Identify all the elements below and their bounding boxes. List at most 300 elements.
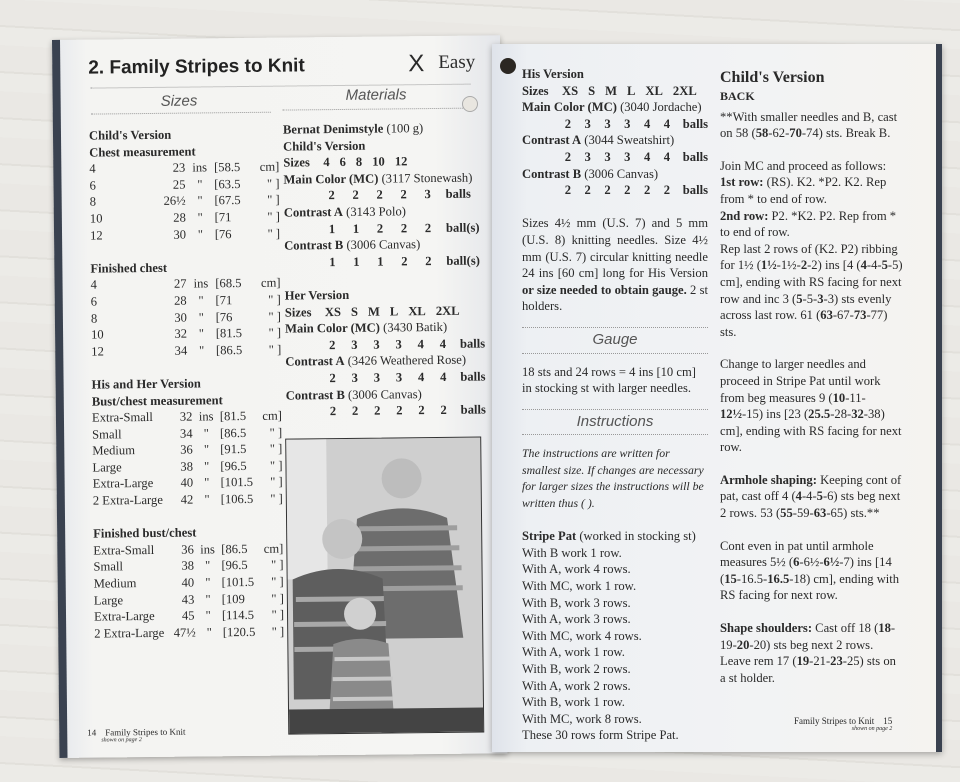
amount: 2 — [328, 188, 335, 203]
amount: 2 — [604, 183, 611, 198]
amount: 4 — [439, 336, 447, 351]
text-run: 2 st holders. — [522, 282, 708, 314]
size: 4 — [323, 155, 330, 170]
yarn-weight: (100 g) — [386, 121, 424, 136]
table-cell: " — [197, 210, 203, 225]
divider — [91, 84, 471, 89]
table-row — [89, 159, 279, 178]
text-run: Keeping cont of pat, cast off 4 ( — [720, 472, 902, 504]
text-run: P2. *K2. P2. Rep from * to end of row. — [720, 208, 897, 240]
table-cell: [86.5 — [219, 425, 247, 440]
yarn-name: Bernat Denimstyle — [282, 121, 384, 137]
text-run: -5) cm], ending with RS facing for next row and inc 3 ( — [720, 258, 903, 306]
table-cell: [81.5 — [215, 326, 243, 341]
table-cell: " — [198, 326, 205, 341]
table-row — [91, 292, 281, 311]
text-run: -59- — [792, 506, 814, 521]
table-cell: 26½ — [163, 193, 186, 209]
amount: 4 — [663, 149, 671, 164]
table-cell: " — [198, 293, 204, 308]
text-run: -77) sts. — [720, 308, 888, 339]
needles-text — [522, 215, 708, 315]
divider — [522, 434, 708, 435]
table-cell: [58.5 — [214, 160, 241, 175]
text-run: 6½ — [823, 555, 840, 570]
amount: 4 — [417, 336, 424, 351]
section-subheading: Chest measurement — [89, 144, 196, 160]
amount: 3 — [604, 116, 611, 131]
text-line: With MC, work 4 rows. — [522, 628, 642, 643]
table-cell: 23 — [172, 160, 186, 175]
size: M — [605, 83, 618, 98]
table-cell: 6 — [89, 178, 96, 193]
contrast-b-line — [522, 166, 708, 183]
amount: 3 — [395, 370, 403, 385]
amount: 2 — [624, 183, 631, 198]
paragraph — [720, 538, 904, 604]
table-row — [89, 175, 279, 194]
amount: 2 — [400, 187, 407, 202]
yarn-amounts — [522, 116, 708, 133]
text-run: 1st row: — [720, 175, 764, 190]
amount: 3 — [395, 337, 402, 352]
table-cell: " ] — [271, 574, 284, 589]
sizes-label: Sizes — [283, 155, 310, 170]
yarn-amounts — [286, 402, 486, 421]
size: XS — [562, 83, 579, 98]
table-cell: 34 — [174, 343, 188, 358]
amount: 3 — [424, 187, 431, 202]
amount: 2 — [418, 403, 425, 418]
table-row — [94, 623, 284, 642]
table-cell: 8 — [90, 311, 98, 326]
table-cell: 43 — [181, 592, 195, 607]
text-run: -67- — [832, 308, 854, 323]
table-row — [93, 491, 283, 510]
paragraph — [720, 109, 904, 142]
text-run: -74) sts. Break B. — [801, 126, 891, 141]
text-run: 70 — [789, 126, 802, 141]
table-cell: [76 — [215, 309, 233, 324]
table-cell: 40 — [180, 476, 194, 491]
amount: 1 — [377, 254, 384, 269]
table-cell: " ] — [268, 325, 282, 340]
divider — [283, 108, 473, 111]
amount: 2 — [564, 183, 572, 198]
size: 10 — [372, 154, 385, 169]
text-run: Armhole shaping: — [720, 472, 817, 487]
text-run: Join MC and proceed as follows: — [720, 158, 887, 173]
amount: 4 — [417, 370, 425, 385]
size: XL — [645, 83, 663, 98]
text-run: 4 — [795, 489, 802, 504]
table-cell: " ] — [268, 342, 282, 357]
text-run: or size needed to obtain gauge. — [522, 282, 687, 297]
text-run: 15 — [724, 571, 737, 586]
divider — [522, 409, 708, 410]
text-line: With A, work 1 row. — [522, 645, 625, 660]
yarn-amounts — [522, 182, 708, 199]
yarn-amounts — [285, 335, 485, 354]
table-cell: " ] — [271, 607, 285, 622]
amount: 2 — [400, 220, 408, 235]
section-heading: His and Her Version — [91, 376, 201, 392]
table-cell: " ] — [270, 558, 284, 573]
table-cell: ins — [192, 160, 208, 175]
text-run: 3 — [817, 291, 824, 306]
amount: 1 — [329, 254, 336, 269]
amount: 2 — [376, 221, 384, 236]
table-cell: Extra-Small — [91, 410, 153, 425]
table-cell: [86.5 — [215, 342, 243, 358]
detail: (3426 Weathered Rose) — [347, 352, 467, 369]
text-run: 2nd row: — [720, 208, 769, 223]
table-cell: ins — [193, 276, 209, 291]
amount: 1 — [353, 254, 360, 269]
text-run: 23 — [830, 654, 843, 669]
yarn-amounts — [284, 252, 484, 271]
amount: 4 — [643, 116, 651, 131]
text-run: 25.5 — [808, 407, 831, 422]
table-row — [92, 457, 282, 476]
contrast-a-line — [522, 132, 708, 149]
section-heading: Child's Version — [88, 127, 172, 143]
text-run: 4 — [860, 258, 867, 273]
amount: 2 — [329, 404, 337, 419]
sizes-label: Sizes — [522, 83, 549, 98]
text-run: 5 — [816, 489, 823, 504]
table-cell: 42 — [180, 492, 194, 507]
child-yarn-block — [283, 136, 484, 271]
table-cell: " ] — [268, 292, 281, 307]
text-line: With A, work 4 rows. — [522, 562, 631, 577]
paragraph — [720, 356, 904, 456]
amount: 2 — [424, 220, 432, 235]
paragraph — [720, 158, 904, 341]
table-cell: [76 — [214, 226, 232, 241]
binding-hole — [462, 96, 478, 112]
detail: (3006 Canvas) — [584, 166, 659, 181]
child-back-column — [720, 68, 904, 702]
table-row — [93, 474, 283, 493]
text-line: With B work 1 row. — [522, 545, 622, 560]
yarn-amounts — [522, 149, 708, 166]
adult-finished-table — [93, 540, 284, 642]
table-cell: [106.5 — [220, 491, 254, 507]
gauge-text: 18 sts and 24 rows = 4 ins [10 cm] in stocking st with larger needles. — [522, 364, 696, 396]
text-run: 6 — [793, 555, 800, 570]
table-cell: " — [205, 575, 211, 590]
table-row — [91, 325, 281, 344]
footer-title: Family Stripes to Knit — [794, 716, 875, 726]
table-cell: Small — [93, 559, 123, 575]
table-cell: 36 — [181, 542, 194, 557]
back-heading: BACK — [720, 89, 755, 103]
text-run: 10 — [832, 390, 846, 405]
amount-unit: balls — [460, 369, 486, 384]
text-run: -20) sts beg next 2 rows. Leave rem 17 ( — [720, 637, 874, 669]
table-cell: 10 — [89, 211, 103, 226]
table-cell: " — [198, 343, 205, 358]
table-cell: " ] — [270, 491, 283, 506]
table-cell: [96.5 — [220, 458, 247, 474]
detail: (3044 Sweatshirt) — [584, 133, 675, 148]
table-row — [90, 209, 280, 228]
table-cell: [63.5 — [214, 176, 241, 192]
table-cell: [71 — [215, 293, 233, 308]
amount-unit: balls — [682, 149, 708, 164]
amount: 1 — [352, 221, 360, 236]
size: XS — [324, 304, 342, 319]
text-run: Shape shoulders: — [720, 621, 813, 636]
text-line: With A, work 3 rows. — [522, 612, 631, 627]
amount: 2 — [376, 187, 383, 202]
table-cell: 2 Extra-Large — [92, 492, 163, 508]
amount: 2 — [564, 116, 572, 131]
table-cell: " ] — [269, 425, 283, 440]
table-cell: Large — [92, 460, 122, 475]
table-cell: 12 — [91, 344, 104, 359]
table-cell: " ] — [269, 458, 283, 473]
gauge-heading: Gauge — [592, 330, 638, 348]
page-number: 14 — [87, 727, 97, 738]
text-run: Sizes 4½ mm (U.S. 7) and 5 mm (U.S. 8) knitting needles. Size 4½ mm (U.S. 7) circular knitting needle 24 ins [60 cm] long for His Version — [522, 216, 708, 281]
table-cell: " ] — [267, 209, 280, 224]
footer-subtitle: shown on page 2 — [851, 726, 893, 732]
contrast-a-line — [285, 352, 485, 371]
amount: 3 — [584, 116, 591, 131]
table-cell: " ] — [267, 226, 281, 241]
table-cell: " — [197, 193, 203, 208]
amount-unit: ball(s) — [446, 253, 480, 268]
size: S — [588, 83, 596, 98]
sizes-row — [285, 302, 485, 321]
text-line: With B, work 1 row. — [522, 695, 625, 710]
contrast-b-line — [286, 385, 486, 404]
table-cell: " — [205, 608, 211, 623]
table-cell: 8 — [89, 194, 97, 209]
text-run: -11- — [845, 390, 866, 405]
page-footer — [87, 727, 185, 744]
text-run: 16.5 — [767, 571, 790, 586]
table-row — [94, 590, 284, 609]
materials-column — [283, 119, 486, 420]
amount: 2 — [329, 337, 336, 352]
binding-hole — [500, 58, 516, 74]
text-run: 18 — [878, 621, 891, 636]
amount: 3 — [584, 149, 591, 164]
text-line: With B, work 2 rows. — [522, 662, 631, 676]
amount: 2 — [396, 403, 403, 418]
table-cell: ins — [200, 542, 215, 557]
table-cell: " ] — [266, 176, 280, 191]
yarn-amounts — [285, 368, 485, 387]
text-run: 2 — [800, 258, 808, 273]
table-cell: 38 — [181, 558, 195, 574]
text-run: 5 — [881, 258, 888, 273]
text-run: 5 — [796, 291, 803, 306]
table-cell: [114.5 — [221, 608, 255, 623]
text-run: 63 — [820, 308, 833, 323]
table-cell: cm] — [260, 275, 281, 291]
text-run: -38) cm], ending with RS facing for next row. — [720, 407, 902, 455]
amount: 1 — [328, 221, 336, 236]
right-page — [492, 44, 942, 752]
family-photo — [285, 437, 484, 735]
text-run: 1½ — [760, 258, 777, 273]
size: L — [627, 83, 636, 98]
table-cell: [71 — [214, 210, 232, 225]
table-cell: 4 — [89, 161, 96, 176]
amount: 2 — [329, 370, 336, 386]
text-run: -4- — [801, 489, 817, 504]
text-run: **With smaller needles and B, cast on 58 ( — [720, 109, 898, 141]
table-row — [90, 225, 280, 244]
table-cell: 38 — [180, 459, 194, 474]
text-run: 73 — [853, 308, 867, 323]
text-run: -18) cm], ending with RS facing for next row. — [720, 571, 900, 603]
footer-title: Family Stripes to Knit — [105, 726, 186, 738]
text-run: Cont even in pat until armhole measures 5½ ( — [720, 538, 874, 570]
stripe-pat-heading — [522, 528, 708, 545]
table-row — [91, 308, 281, 327]
amount: 2 — [440, 402, 447, 418]
table-cell: Extra-Large — [93, 609, 155, 624]
table-cell: 36 — [180, 442, 193, 457]
amount: 2 — [425, 253, 432, 268]
text-run: 55 — [780, 506, 793, 521]
size: L — [389, 303, 399, 319]
text-run: -65) sts.** — [826, 506, 880, 521]
divider — [91, 112, 271, 115]
text-run: -5- — [802, 291, 818, 306]
table-cell: 28 — [174, 293, 187, 308]
table-cell: " ] — [267, 193, 280, 208]
adult-bust-table — [92, 408, 283, 510]
text-run: -4- — [866, 258, 882, 273]
table-row — [94, 574, 284, 593]
text-run: 58 — [755, 126, 769, 141]
table-cell: [109 — [221, 591, 245, 606]
difficulty-check-icon: X — [408, 50, 425, 78]
amount-unit: balls — [445, 186, 471, 202]
amount-unit: balls — [459, 336, 486, 351]
label: Contrast B — [284, 238, 344, 253]
table-cell: " — [205, 558, 211, 573]
text-run: 20 — [736, 637, 750, 652]
table-cell: " — [198, 309, 204, 325]
text-run: Cast off 18 ( — [812, 621, 879, 636]
section-heading: Finished bust/chest — [93, 525, 197, 541]
table-cell: 34 — [179, 426, 193, 441]
footer-subtitle: shown on page 2 — [101, 737, 142, 744]
table-row — [91, 341, 281, 360]
table-cell: " ] — [270, 475, 283, 490]
divider — [522, 327, 708, 328]
table-cell: Medium — [92, 443, 136, 458]
label: Main Color (MC) — [522, 100, 617, 115]
his-materials-column — [522, 66, 708, 744]
table-row — [92, 424, 282, 443]
amount: 3 — [373, 337, 380, 352]
text-run: -25) sts on a st holder. — [720, 654, 896, 685]
amount: 3 — [624, 149, 631, 164]
table-cell: cm] — [262, 408, 283, 423]
table-cell: [101.5 — [221, 574, 255, 590]
table-cell: 27 — [173, 276, 187, 292]
label: Contrast B — [522, 166, 582, 181]
detail: (3117 Stonewash) — [381, 170, 473, 186]
text-run: -2) ins [4 ( — [807, 258, 861, 273]
table-cell: 30 — [173, 227, 187, 242]
text-run: -19- — [720, 621, 896, 652]
detail: (3143 Polo) — [346, 204, 406, 219]
her-yarn-block — [285, 285, 486, 420]
table-row — [90, 275, 280, 294]
label: Contrast A — [522, 133, 582, 148]
table-cell: " ] — [271, 624, 285, 639]
size: 8 — [355, 154, 363, 170]
table-cell: cm] — [259, 159, 280, 175]
materials-heading: Materials — [345, 86, 407, 104]
amount: 2 — [401, 254, 408, 269]
amount: 2 — [351, 403, 359, 418]
difficulty-label: Easy — [438, 51, 476, 73]
paragraph — [720, 620, 904, 686]
amount: 2 — [373, 403, 381, 418]
contrast-b-line — [284, 236, 484, 255]
table-cell: 10 — [91, 327, 104, 342]
version-heading: Child's Version — [283, 138, 366, 154]
text-run: -16.5- — [736, 571, 768, 586]
text-line: With MC, work 1 row. — [522, 579, 637, 594]
version-heading: Her Version — [284, 287, 350, 303]
amount: 4 — [440, 369, 447, 384]
table-row — [92, 408, 282, 427]
yarn-amounts — [284, 186, 484, 205]
table-cell: Medium — [93, 576, 137, 591]
table-cell: " — [206, 625, 212, 640]
size: S — [350, 304, 359, 319]
table-cell: " — [203, 426, 209, 441]
table-cell: 32 — [179, 409, 193, 424]
table-cell: " ] — [269, 441, 283, 457]
divider — [522, 353, 708, 354]
table-cell: [91.5 — [220, 442, 247, 457]
text-run: (worked in stocking st) — [576, 529, 696, 544]
label: Contrast A — [283, 204, 344, 220]
amount: 4 — [643, 149, 651, 164]
amount: 2 — [663, 183, 671, 198]
text-run: Rep last 2 rows of (K2. P2) ribbing for 1½ ( — [720, 241, 898, 273]
sizes-row — [283, 153, 483, 172]
table-cell: [101.5 — [220, 475, 254, 490]
amount-unit: balls — [460, 402, 486, 417]
table-cell: " ] — [271, 591, 284, 606]
text-run: -3) sts evenly across last row. 61 ( — [720, 291, 892, 323]
table-cell: 2 Extra-Large — [94, 625, 165, 641]
table-cell: " — [204, 459, 210, 474]
table-cell: [81.5 — [219, 409, 247, 424]
contrast-a-line — [284, 202, 484, 221]
main-color-line — [522, 99, 708, 116]
amount: 4 — [663, 116, 671, 131]
table-cell: " ] — [268, 309, 281, 324]
label: Main Color (MC) — [283, 171, 379, 187]
amount: 3 — [604, 149, 611, 164]
table-cell: [120.5 — [222, 624, 256, 640]
size: XL — [408, 303, 426, 318]
